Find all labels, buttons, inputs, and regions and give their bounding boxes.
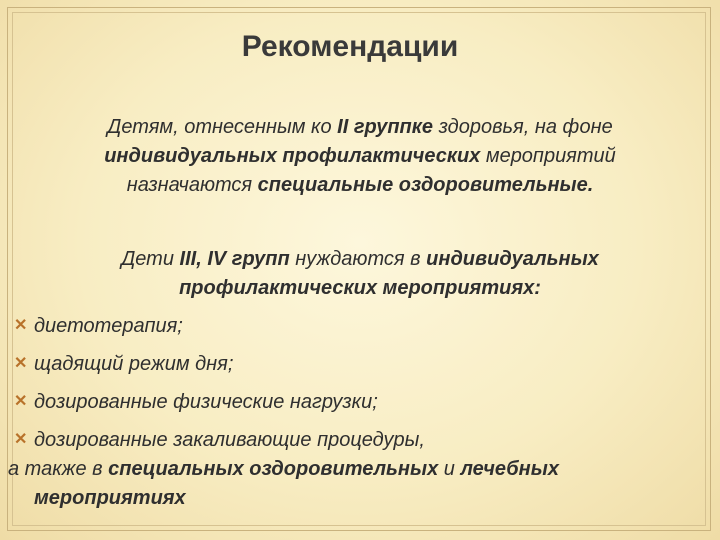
list-item: ✕ дозированные физические нагрузки; [8, 384, 708, 422]
list-item: ✕ щадящий режим дня; [8, 346, 708, 384]
recommendation-list [8, 308, 708, 460]
x-mark-icon: ✕ [14, 317, 28, 334]
list-item: ✕ диетотерапия; [8, 308, 708, 346]
list-item: ✕ дозированные закаливающие процедуры, [8, 422, 708, 460]
paragraph-group-3-4: Дети III, IV групп нуждаются в индивидуальных профилактических мероприятиях: [121, 248, 599, 299]
closing-text: а также в специальных оздоровительных и лечебных мероприятиях [8, 458, 559, 509]
slide-title: Рекомендации [241, 30, 459, 63]
x-mark-icon: ✕ [14, 355, 28, 372]
paragraph-group-2: Детям, отнесенным ко II группке здоровья, на фоне индивидуальных профилактических мероприятий назначаются специальные оздоровительные. [104, 116, 616, 196]
x-mark-icon: ✕ [14, 431, 28, 448]
x-mark-icon: ✕ [14, 393, 28, 410]
